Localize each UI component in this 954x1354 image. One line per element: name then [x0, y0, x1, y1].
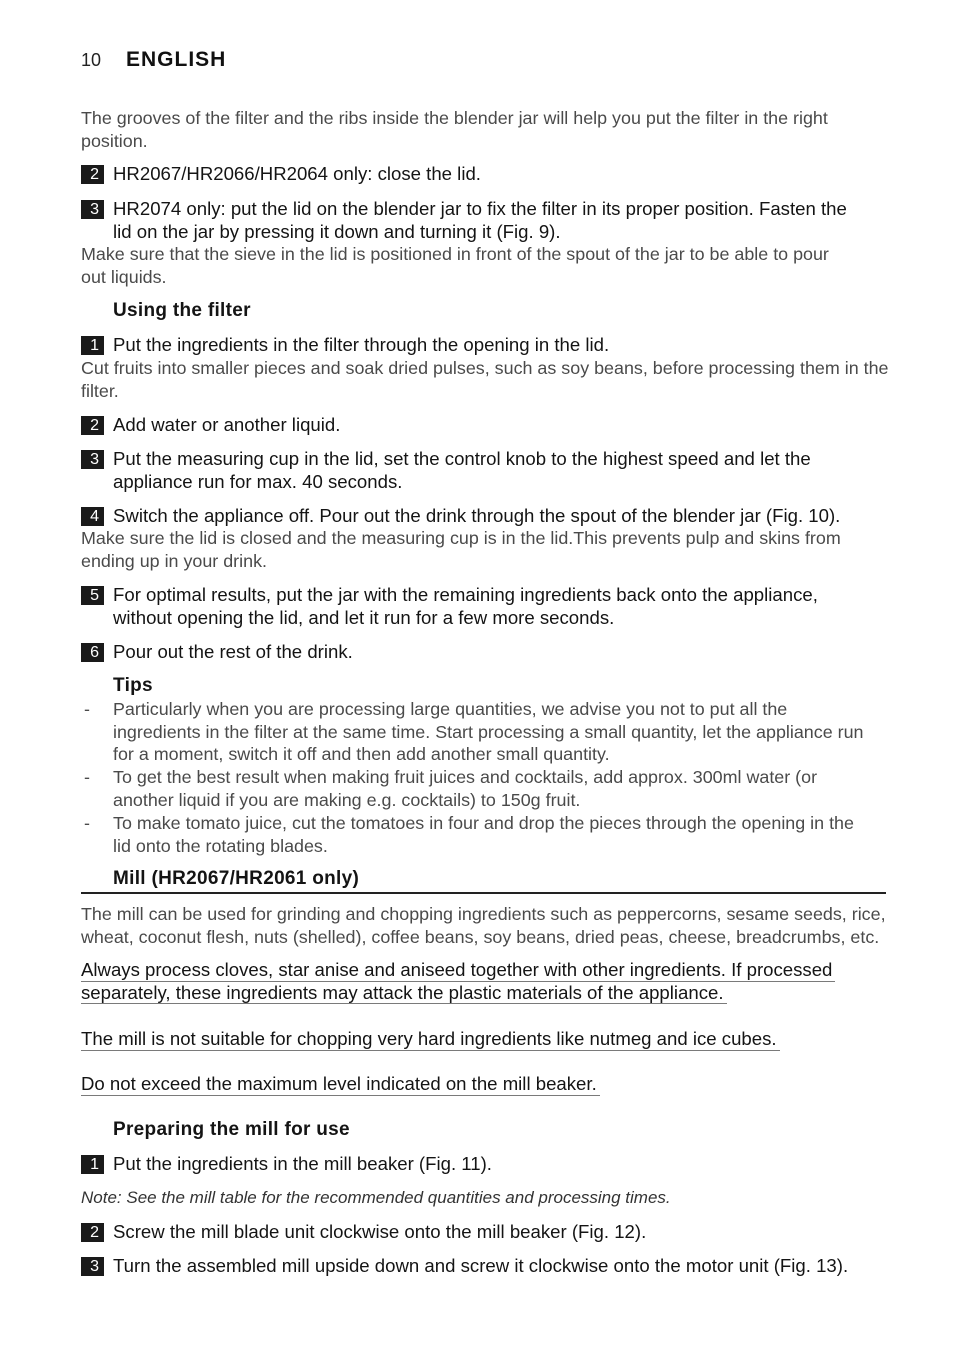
- italic-note: Note: See the mill table for the recommended quantities and processing times.: [81, 1188, 671, 1207]
- step-text-line: For optimal results, put the jar with the remaining ingredients back onto the appliance,: [113, 584, 818, 605]
- instruction-step: [81, 198, 847, 243]
- note-text-line: out liquids.: [81, 266, 167, 287]
- step-text-line: Put the ingredients in the filter through the opening in the lid.: [113, 334, 610, 355]
- step-text-line: lid on the jar by pressing it down and turning it (Fig. 9).: [113, 220, 561, 242]
- step-text: [113, 448, 811, 493]
- step-text: [113, 334, 609, 357]
- step-text: [113, 1255, 848, 1278]
- tips-heading: Tips: [113, 675, 153, 696]
- language-label: ENGLISH: [126, 48, 227, 71]
- text-line: The grooves of the filter and the ribs inside the blender jar will help you put the filter in the right: [81, 108, 828, 128]
- bullet-dash: -: [84, 767, 90, 787]
- step-text: [113, 198, 847, 243]
- note-text-line: Make sure the lid is closed and the measuring cup is in the lid.This prevents pulp and skins from: [81, 528, 841, 548]
- warning-paragraph: [81, 959, 835, 1004]
- step-text: [113, 505, 840, 528]
- step-text-line: Pour out the rest of the drink.: [113, 641, 353, 662]
- tip-item: [81, 766, 817, 811]
- bullet-dash: -: [84, 813, 90, 833]
- step-number-badge: 6: [81, 643, 104, 662]
- text-line: wheat, coconut flesh, nuts (shelled), coffee beans, soy beans, dried peas, cheese, breadcrumbs, etc.: [81, 926, 880, 947]
- mill-description: [81, 903, 886, 948]
- tip-text: [113, 812, 854, 857]
- tip-text-line: To make tomato juice, cut the tomatoes in four and drop the pieces through the opening in the: [113, 813, 854, 833]
- text-line: The mill can be used for grinding and chopping ingredients such as peppercorns, sesame seeds, rice,: [81, 904, 886, 924]
- instruction-step: [81, 1221, 646, 1244]
- section-heading: Mill (HR2067/HR2061 only): [113, 868, 360, 889]
- warning-text-line: separately, these ingredients may attack the plastic materials of the appliance.: [81, 982, 727, 1005]
- step-number-badge: 3: [81, 1257, 104, 1276]
- step-text-line: Switch the appliance off. Pour out the drink through the spout of the blender jar (Fig. 10).: [113, 505, 841, 526]
- step-note: [81, 357, 889, 402]
- step-text-line: HR2074 only: put the lid on the blender jar to fix the filter in its proper position. Fasten the: [113, 198, 847, 219]
- step-number-badge: 4: [81, 507, 104, 526]
- bullet-dash: -: [84, 699, 90, 719]
- step-note: [81, 527, 841, 572]
- instruction-step: [81, 505, 840, 528]
- step-number-badge: 1: [81, 336, 104, 355]
- instruction-step: [81, 1255, 848, 1278]
- intro-paragraph: [81, 107, 828, 152]
- instruction-step: [81, 448, 811, 493]
- step-text-line: appliance run for max. 40 seconds.: [113, 470, 403, 492]
- step-text-line: Turn the assembled mill upside down and screw it clockwise onto the motor unit (Fig. 13).: [113, 1255, 849, 1276]
- step-text-line: Put the measuring cup in the lid, set the control knob to the highest speed and let the: [113, 448, 811, 469]
- warning-paragraph: [81, 1028, 780, 1051]
- tip-item: [81, 812, 854, 857]
- instruction-step: [81, 584, 818, 629]
- step-number-badge: 2: [81, 416, 104, 435]
- tip-item: [81, 698, 863, 766]
- note-text-line: Make sure that the sieve in the lid is positioned in front of the spout of the jar to be able to pour: [81, 244, 829, 264]
- step-number-badge: 1: [81, 1155, 104, 1174]
- step-number-badge: 3: [81, 200, 104, 219]
- tip-text: [113, 766, 817, 811]
- instruction-step: [81, 414, 340, 437]
- instruction-step: [81, 641, 353, 664]
- section-heading: Using the filter: [113, 300, 251, 321]
- section-heading: Preparing the mill for use: [113, 1119, 350, 1140]
- tip-text-line: Particularly when you are processing large quantities, we advise you not to put all the: [113, 699, 788, 719]
- step-number-badge: 5: [81, 586, 104, 605]
- step-number-badge: 3: [81, 450, 104, 469]
- step-text-line: Put the ingredients in the mill beaker (Fig. 11).: [113, 1153, 492, 1174]
- note-text-line: ending up in your drink.: [81, 550, 267, 571]
- warning-text-line: Always process cloves, star anise and aniseed together with other ingredients. If processed: [81, 959, 835, 982]
- step-text: [113, 641, 353, 664]
- tip-text-line: To get the best result when making fruit juices and cocktails, add approx. 300ml water (or: [113, 767, 818, 787]
- tip-text-line: ingredients in the filter at the same time. Start processing a small quantity, let the appliance run: [113, 721, 864, 742]
- step-text-line: Screw the mill blade unit clockwise onto the mill beaker (Fig. 12).: [113, 1221, 647, 1242]
- warning-text-line: The mill is not suitable for chopping very hard ingredients like nutmeg and ice cubes.: [81, 1028, 780, 1051]
- step-text: [113, 414, 340, 437]
- tip-text-line: another liquid if you are making e.g. cocktails) to 150g fruit.: [113, 789, 581, 810]
- instruction-step: [81, 334, 609, 357]
- step-text: [113, 1153, 492, 1176]
- step-text-line: Add water or another liquid.: [113, 414, 341, 435]
- step-number-badge: 2: [81, 1223, 104, 1242]
- step-note: [81, 243, 829, 288]
- step-text-line: HR2067/HR2066/HR2064 only: close the lid.: [113, 163, 481, 184]
- section-rule: [81, 892, 886, 894]
- tip-text: [113, 698, 863, 766]
- tip-text-line: for a moment, switch it off and then add another small quantity.: [113, 744, 610, 765]
- instruction-step: [81, 163, 481, 186]
- text-line: position.: [81, 130, 148, 151]
- step-number-badge: 2: [81, 165, 104, 184]
- step-text-line: without opening the lid, and let it run for a few more seconds.: [113, 606, 615, 628]
- note-text-line: filter.: [81, 380, 119, 401]
- warning-paragraph: [81, 1073, 600, 1096]
- instruction-step: [81, 1153, 492, 1176]
- page-number: 10: [81, 50, 102, 70]
- step-text: [113, 1221, 646, 1244]
- note-text-line: Cut fruits into smaller pieces and soak dried pulses, such as soy beans, before processing them in the: [81, 358, 889, 378]
- warning-text-line: Do not exceed the maximum level indicated on the mill beaker.: [81, 1073, 600, 1096]
- tip-text-line: lid onto the rotating blades.: [113, 835, 328, 856]
- step-text: [113, 163, 481, 186]
- step-text: [113, 584, 818, 629]
